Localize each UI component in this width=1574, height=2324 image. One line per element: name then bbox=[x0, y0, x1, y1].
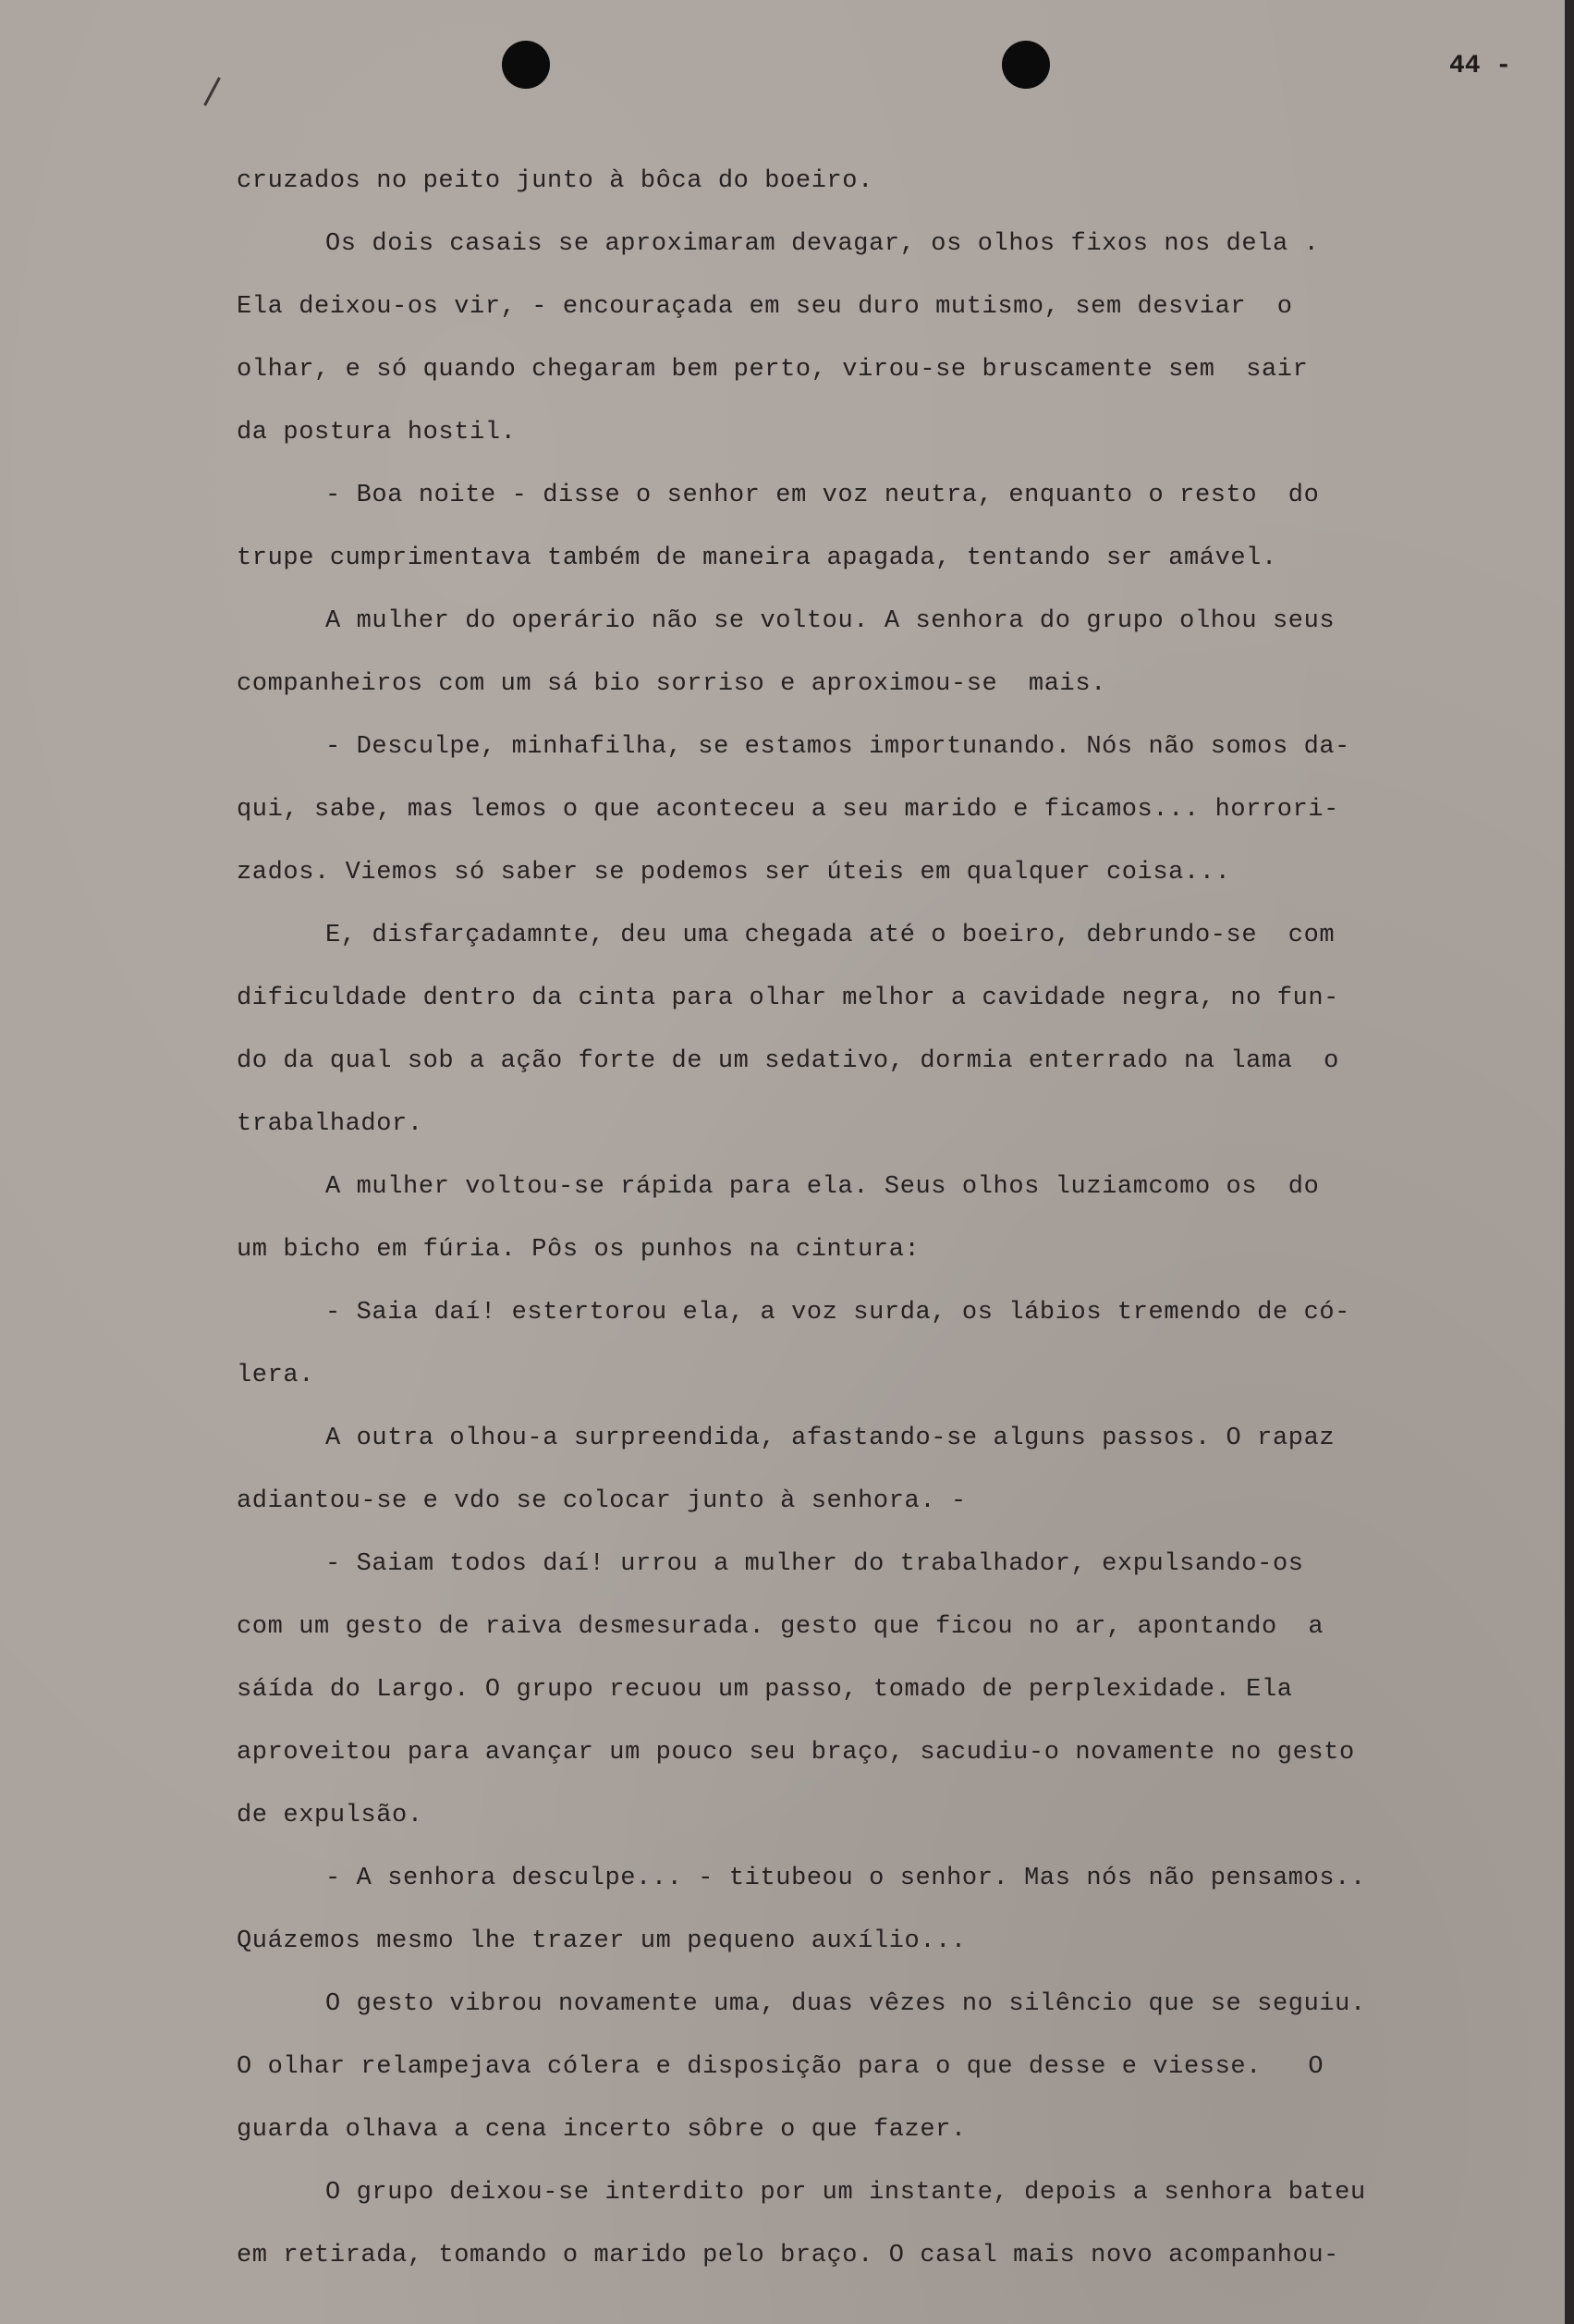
text-line: O olhar relampejava cólera e disposição para o que desse e viesse. O bbox=[237, 2053, 1324, 2081]
text-line: Os dois casais se aproximaram devagar, os olhos fixos nos dela . bbox=[325, 230, 1320, 258]
pencil-tick-mark bbox=[203, 77, 221, 105]
text-line: O gesto vibrou novamente uma, duas vêzes no silêncio que se seguiu. bbox=[325, 1990, 1366, 2018]
page-number: 44 - bbox=[1449, 52, 1512, 80]
typewritten-text-body bbox=[237, 150, 1549, 2287]
text-line: aproveitou para avançar um pouco seu braço, sacudiu-o novamente no gesto bbox=[237, 1739, 1355, 1767]
text-line: qui, sabe, mas lemos o que aconteceu a seu marido e ficamos... horrori- bbox=[237, 796, 1339, 824]
text-line: do da qual sob a ação forte de um sedativo, dormia enterrado na lama o bbox=[237, 1047, 1339, 1075]
text-line: sáída do Largo. O grupo recuou um passo, tomado de perplexidade. Ela bbox=[237, 1676, 1293, 1704]
text-line: Quázemos mesmo lhe trazer um pequeno auxílio... bbox=[237, 1927, 967, 1955]
text-line: O grupo deixou-se interdito por um instante, depois a senhora bateu bbox=[325, 2179, 1366, 2207]
text-line: - Boa noite - disse o senhor em voz neutra, enquanto o resto do bbox=[325, 482, 1320, 509]
text-line: em retirada, tomando o marido pelo braço. O casal mais novo acompanhou- bbox=[237, 2242, 1339, 2269]
text-line: cruzados no peito junto à bôca do boeiro. bbox=[237, 167, 873, 195]
page-edge-shadow bbox=[1565, 0, 1574, 2324]
text-line: lera. bbox=[237, 1362, 315, 1389]
text-line: trabalhador. bbox=[237, 1110, 423, 1138]
punch-hole-right bbox=[1002, 41, 1050, 89]
text-line: dificuldade dentro da cinta para olhar melhor a cavidade negra, no fun- bbox=[237, 985, 1339, 1012]
text-line: com um gesto de raiva desmesurada. gesto que ficou no ar, apontando a bbox=[237, 1613, 1324, 1641]
text-line: E, disfarçadamnte, deu uma chegada até o boeiro, debrundo-se com bbox=[325, 922, 1336, 949]
text-line: de expulsão. bbox=[237, 1802, 423, 1829]
punch-hole-left bbox=[502, 41, 550, 89]
text-line: olhar, e só quando chegaram bem perto, virou-se bruscamente sem sair bbox=[237, 356, 1309, 384]
text-line: trupe cumprimentava também de maneira apagada, tentando ser amável. bbox=[237, 544, 1277, 572]
text-line: companheiros com um sá bio sorriso e aproximou-se mais. bbox=[237, 670, 1106, 698]
text-line: da postura hostil. bbox=[237, 419, 517, 446]
text-line: A mulher voltou-se rápida para ela. Seus olhos luziamcomo os do bbox=[325, 1173, 1320, 1201]
text-line: um bicho em fúria. Pôs os punhos na cintura: bbox=[237, 1236, 921, 1264]
text-line: - Desculpe, minhafilha, se estamos importunando. Nós não somos da- bbox=[325, 733, 1350, 761]
text-line: A mulher do operário não se voltou. A senhora do grupo olhou seus bbox=[325, 607, 1336, 635]
text-line: - A senhora desculpe... - titubeou o senhor. Mas nós não pensamos.. bbox=[325, 1865, 1366, 1892]
text-line: Ela deixou-os vir, - encouraçada em seu duro mutismo, sem desviar o bbox=[237, 293, 1293, 321]
text-line: A outra olhou-a surpreendida, afastando-se alguns passos. O rapaz bbox=[325, 1425, 1336, 1452]
text-line: zados. Viemos só saber se podemos ser úteis em qualquer coisa... bbox=[237, 859, 1231, 887]
text-line: adiantou-se e vdo se colocar junto à senhora. - bbox=[237, 1487, 967, 1515]
text-line: - Saia daí! estertorou ela, a voz surda, os lábios tremendo de có- bbox=[325, 1299, 1350, 1327]
text-line: guarda olhava a cena incerto sôbre o que fazer. bbox=[237, 2116, 967, 2144]
text-line: - Saiam todos daí! urrou a mulher do trabalhador, expulsando-os bbox=[325, 1550, 1304, 1578]
